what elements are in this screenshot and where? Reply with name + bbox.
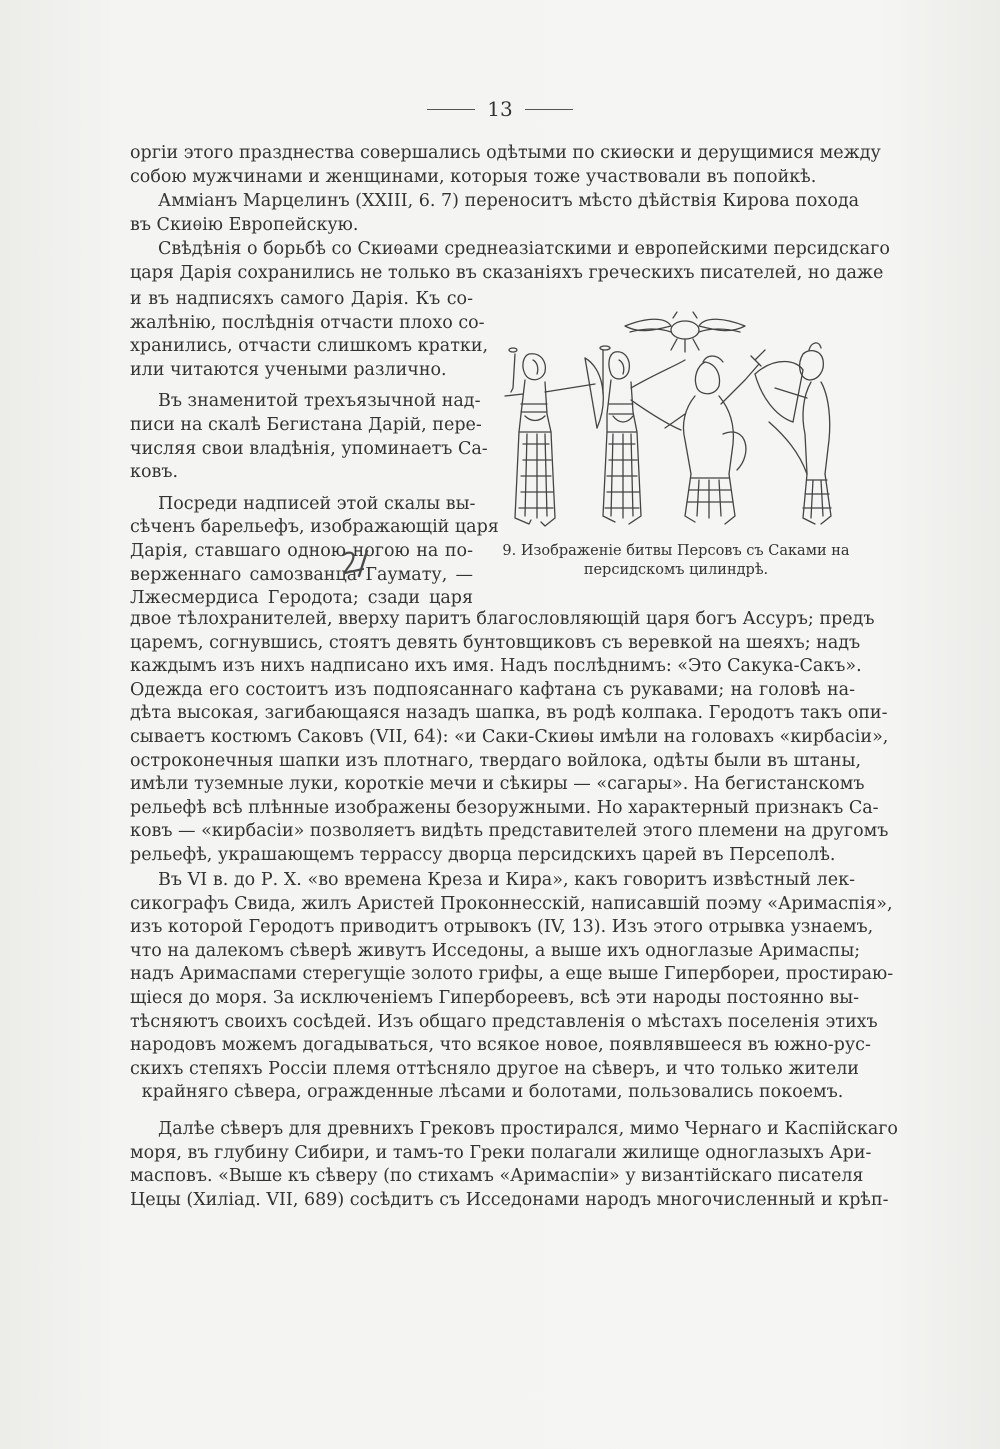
intro-line-1: оргiи этого празднества совершались одѣтыми по скиѳски и дерущимися между	[130, 143, 881, 163]
caption-line-1: 9. Изображенiе битвы Персовъ съ Саками на	[502, 543, 850, 559]
intro-paragraph	[130, 142, 881, 189]
column-line: сѣченъ барельефъ, изображающiй царя	[130, 517, 499, 538]
relief-paragraph	[130, 493, 499, 611]
winged-disc-icon	[625, 312, 745, 352]
paragraph-line: народовъ можемъ догадываться, что всякое новое, появлявшееся въ южно-рус-	[130, 1035, 871, 1056]
saka-archer-right	[755, 343, 831, 524]
ammian-line-1: Аммiанъ Марцелинъ (XXIII, 6. 7) переноситъ мѣсто дѣйствiя Кирова похода	[158, 191, 860, 211]
intro-line-2: собою мужчинами и женщинами, которыя тоже участвовали въ попойкѣ.	[130, 166, 817, 187]
column-line: Въ знаменитой трехъязычной над-	[158, 391, 481, 412]
page-header	[0, 96, 1000, 122]
column-line: жалѣнiю, послѣднiя отчасти плохо со-	[130, 312, 485, 333]
paragraph-line: дѣта высокая, загибающаяся назадъ шапка, въ родѣ колпака. Геродотъ такъ опи-	[130, 703, 888, 724]
ammian-line-2: въ Скиѳiю Европейскую.	[130, 214, 359, 235]
paragraph-line: тѣсняютъ своихъ сосѣдей. Изъ общаго представленiя о мѣстахъ поселенiя этихъ	[130, 1011, 878, 1032]
figure-battle-persians-saka	[485, 304, 855, 540]
caption-line-2: персидскомъ цилиндрѣ.	[583, 562, 769, 578]
paragraph-line: Одежда его состоитъ изъ подпоясаннаго кафтана съ рукавами; на головѣ на-	[130, 679, 855, 700]
aristeas-paragraph	[130, 869, 894, 1105]
ammian-paragraph	[130, 190, 860, 237]
paragraph-line: щiеся до моря. За исключенiемъ Гипербореевъ, всѣ эти народы постоянно вы-	[130, 987, 860, 1008]
paragraph-line: Далѣе сѣверъ для древнихъ Грековъ простирался, мимо Чернаго и Каспiйскаго	[158, 1119, 898, 1139]
paragraph-line: моря, въ глубину Сибири, и тамъ-то Греки полагали жилище одноглазыхъ Ари-	[130, 1142, 872, 1163]
column-line: Посреди надписей этой скалы вы-	[158, 493, 476, 514]
paragraph-line: Въ VI в. до Р. Х. «во времена Креза и Кира», какъ говоритъ извѣстный лек-	[158, 870, 855, 890]
paragraph-line: Цецы (Хилiад. VII, 689) сосѣдитъ съ Исседонами народъ многочисленный и крѣп-	[130, 1189, 889, 1210]
behistun-intro-paragraph	[130, 390, 488, 484]
paragraph-line: имѣли туземные луки, короткiе мечи и сѣкиры — «сагары». На бегистанскомъ	[130, 774, 865, 795]
behistun-paragraph	[130, 608, 889, 868]
darius-line-2: царя Дарiя сохранились не только въ сказанiяхъ греческихъ писателей, но даже	[130, 262, 884, 283]
header-rule-right	[525, 109, 573, 110]
column-line: Лжесмердиса Геродота; сзади царя	[130, 588, 473, 609]
paragraph-line: крайняго сѣвера, огражденные лѣсами и болотами, пользовались покоемъ.	[141, 1082, 844, 1103]
column-line: ковъ.	[130, 462, 179, 483]
figure-caption	[495, 542, 857, 580]
saka-warrior-center-right	[665, 350, 765, 524]
persian-archer-left	[505, 348, 603, 526]
paragraph-line: двое тѣлохранителей, вверху паритъ благословляющiй царя богъ Ассуръ; предъ	[130, 609, 875, 629]
inscriptions-paragraph	[130, 288, 489, 382]
paragraph-line: изъ которой Геродотъ приводитъ отрывокъ (IV, 13). Изъ этого отрывка узнаемъ,	[130, 917, 874, 938]
header-rule-left	[427, 109, 475, 110]
column-line: Дарiя, ставшаго одною ногою на по-	[130, 540, 473, 561]
persian-warrior-center	[600, 346, 685, 524]
column-line: писи на скалѣ Бегистана Дарiй, пере-	[130, 414, 482, 435]
paragraph-line: рельефѣ, украшающемъ террассу дворца персидскихъ царей въ Персеполѣ.	[130, 844, 836, 865]
north-paragraph	[130, 1118, 898, 1212]
column-line: и въ надписяхъ самого Дарiя. Къ со-	[130, 289, 473, 309]
column-line: верженнаго самозванца Гаумату, —	[130, 564, 473, 585]
cylinder-seal-illustration	[485, 304, 855, 540]
column-line: или читаются учеными различно.	[130, 359, 447, 380]
paragraph-line: каждымъ изъ нихъ надписано ихъ имя. Надъ послѣднимъ: «Это Сакука-Сакъ».	[130, 656, 862, 677]
darius-paragraph	[130, 238, 890, 285]
left-text-column	[130, 288, 499, 619]
paragraph-line: остроконечныя шапки изъ плотнаго, твердаго войлока, одѣты были въ штаны,	[130, 750, 862, 771]
paragraph-line: скихъ степяхъ Россiи племя оттѣсняло другое на сѣверъ, и что только жители	[130, 1058, 859, 1079]
paragraph-line: рельефѣ всѣ плѣнные изображены безоружными. Но характерный признакъ Са-	[130, 797, 879, 818]
paragraph-line: ковъ — «кирбасiи» позволяетъ видѣть представителей этого племени на другомъ	[130, 821, 889, 842]
paragraph-line: что на далекомъ сѣверѣ живутъ Исседоны, а выше ихъ одноглазые Аримаспы;	[130, 940, 861, 961]
paragraph-line: надъ Аримаспами стерегущiе золото грифы, а еще выше Гипербореи, простираю-	[130, 964, 894, 985]
paragraph-line: сикографъ Свида, жилъ Аристей Проконнесскiй, написавшiй поэму «Аримаспiя»,	[130, 893, 893, 914]
paragraph-line: сываетъ костюмъ Саковъ (VII, 64): «и Саки-Скиѳы имѣли на головахъ «кирбасiи»,	[130, 726, 889, 747]
column-line: числяя свои владѣнiя, упоминаетъ Са-	[130, 438, 488, 459]
page-number: 13	[487, 97, 513, 121]
paragraph-line: масповъ. «Выше къ сѣверу (по стихамъ «Аримаспiи» у византiйскаго писателя	[130, 1166, 864, 1187]
column-line: хранились, отчасти слишкомъ кратки,	[130, 336, 489, 357]
paragraph-line: царемъ, согнувшись, стоятъ девять бунтовщиковъ съ веревкой на шеяхъ; надъ	[130, 632, 861, 653]
darius-line-1: Свѣдѣнiя о борьбѣ со Скиѳами среднеазiатскими и европейскими персидскаго	[158, 239, 890, 259]
